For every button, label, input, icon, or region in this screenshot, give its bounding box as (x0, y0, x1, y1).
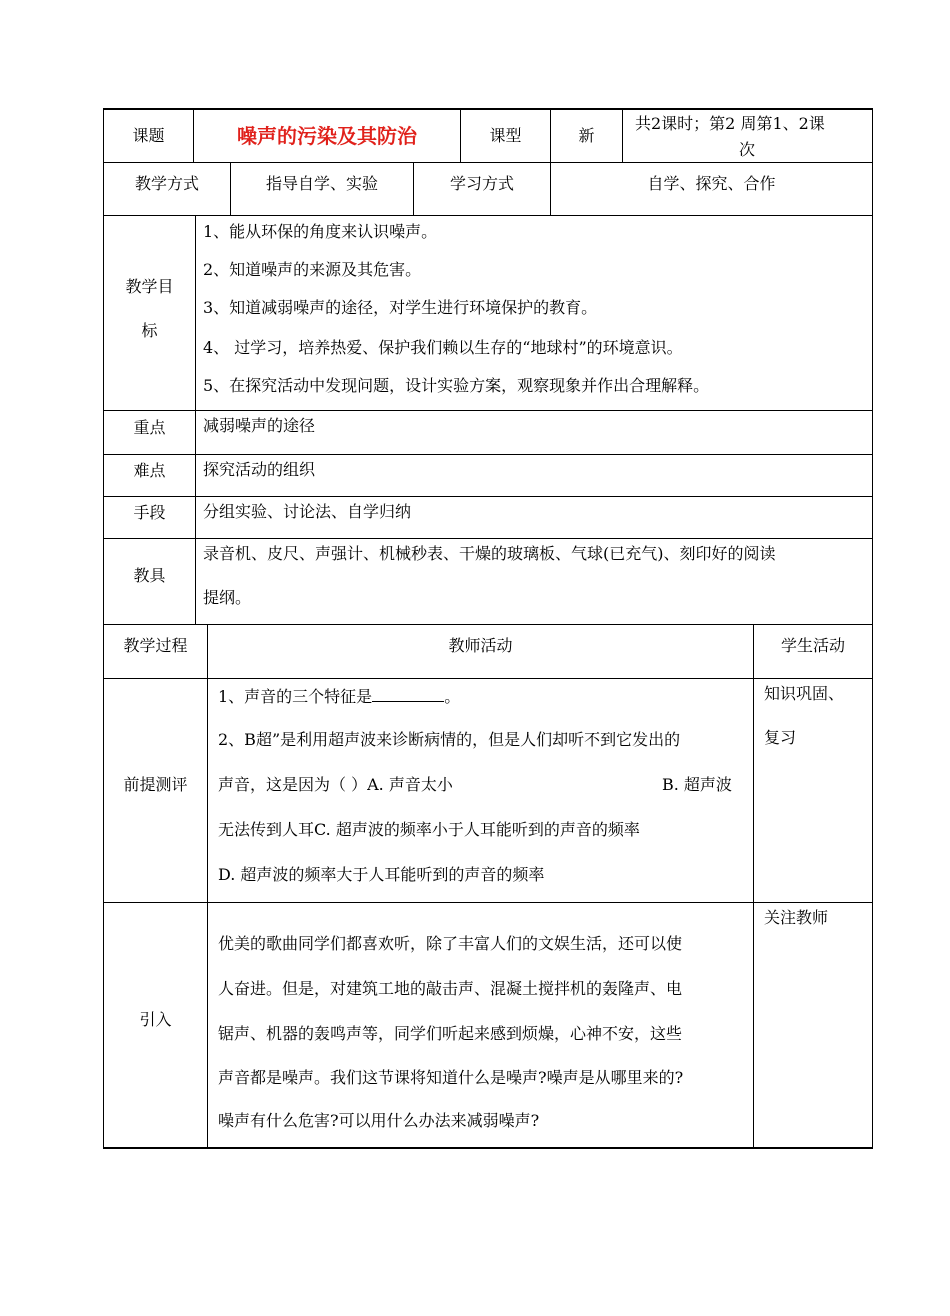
intro-label: 引入 (139, 1010, 172, 1029)
course-type-value: 新 (578, 126, 595, 145)
intro-line: 优美的歌曲同学们都喜欢听，除了丰富人们的文娱生活，还可以使 (218, 934, 683, 953)
answer-blank (372, 686, 444, 702)
row-divider (103, 538, 873, 539)
table-border-right (872, 108, 873, 1149)
learning-method-label: 学习方式 (449, 174, 514, 193)
difficulty-value: 探究活动的组织 (203, 460, 316, 479)
key-point-value: 减弱噪声的途径 (203, 416, 316, 435)
goal-item: 1、能从环保的角度来认识噪声。 (203, 222, 438, 241)
goals-label-line-1: 教学目 (125, 277, 174, 296)
table-border-top (103, 108, 873, 110)
topic-title: 噪声的污染及其防治 (237, 124, 417, 148)
col-divider (753, 624, 754, 1148)
intro-line: 噪声有什么危害?可以用什么办法来减弱噪声? (218, 1111, 540, 1130)
pretest-question-2-option-b: B. 超声波 (662, 775, 732, 794)
row-divider (103, 624, 873, 625)
col-divider (195, 215, 196, 624)
pretest-student-line-2: 复习 (764, 728, 797, 747)
means-value: 分组实验、讨论法、自学归纳 (203, 502, 412, 521)
pretest-question-2-line-1: 2、B超”是利用超声波来诊断病情的，但是人们却听不到它发出的 (218, 730, 681, 749)
row-divider (103, 162, 873, 163)
schedule-line-2: 次 (739, 140, 756, 159)
tools-line-1: 录音机、皮尺、声强计、机械秒表、干燥的玻璃板、气球(已充气)、刻印好的阅读 (203, 544, 776, 563)
process-header-label: 教学过程 (123, 636, 188, 655)
pretest-question-2-option-d: D. 超声波的频率大于人耳能听到的声音的频率 (218, 865, 545, 884)
goal-item: 3、知道减弱噪声的途径，对学生进行环境保护的教育。 (203, 298, 598, 317)
means-label: 手段 (133, 503, 166, 522)
teacher-activity-header: 教师活动 (448, 636, 513, 655)
col-divider (622, 108, 623, 162)
table-border-left (103, 108, 104, 1149)
goal-item: 2、知道噪声的来源及其危害。 (203, 260, 422, 279)
topic-label: 课题 (132, 126, 165, 145)
pretest-question-1 (218, 686, 460, 707)
pretest-question-2-option-a: 声音，这是因为（ ）A. 声音太小 (218, 775, 453, 794)
learning-method-value: 自学、探究、合作 (647, 174, 776, 193)
pretest-label: 前提测评 (123, 775, 188, 794)
table-border-bottom (103, 1147, 873, 1149)
schedule-line-1: 共2课时；第2 周第1、2课 (635, 114, 825, 133)
course-type-label: 课型 (489, 126, 522, 145)
row-divider (103, 678, 873, 679)
intro-line: 声音都是噪声。我们这节课将知道什么是噪声?噪声是从哪里来的? (218, 1068, 684, 1087)
question-1-end: 。 (444, 687, 461, 706)
row-divider (103, 410, 873, 411)
pretest-student-line-1: 知识巩固、 (764, 684, 845, 703)
tools-label: 教具 (133, 566, 166, 585)
student-activity-header: 学生活动 (780, 636, 845, 655)
pretest-question-2-line-3: 无法传到人耳C. 超声波的频率小于人耳能听到的声音的频率 (218, 820, 640, 839)
row-divider (103, 215, 873, 216)
intro-student-activity: 关注教师 (764, 908, 829, 927)
intro-line: 人奋进。但是，对建筑工地的敲击声、混凝土搅拌机的轰隆声、电 (218, 979, 683, 998)
tools-line-2: 提纲。 (203, 588, 252, 607)
key-point-label: 重点 (133, 418, 166, 437)
difficulty-label: 难点 (133, 461, 166, 480)
row-divider (103, 496, 873, 497)
row-divider (103, 902, 873, 903)
goal-item: 5、在探究活动中发现问题，设计实验方案，观察现象并作出合理解释。 (203, 376, 710, 395)
question-1-text: 1、声音的三个特征是 (218, 687, 373, 706)
goals-label-line-2: 标 (141, 321, 158, 340)
col-divider (207, 624, 208, 1148)
goal-item: 4、 过学习，培养热爱、保护我们赖以生存的“地球村”的环境意识。 (203, 338, 683, 357)
teaching-method-value: 指导自学、实验 (265, 174, 378, 193)
intro-line: 锯声、机器的轰鸣声等，同学们听起来感到烦燥，心神不安，这些 (218, 1024, 683, 1043)
row-divider (103, 454, 873, 455)
teaching-method-label: 教学方式 (134, 174, 199, 193)
